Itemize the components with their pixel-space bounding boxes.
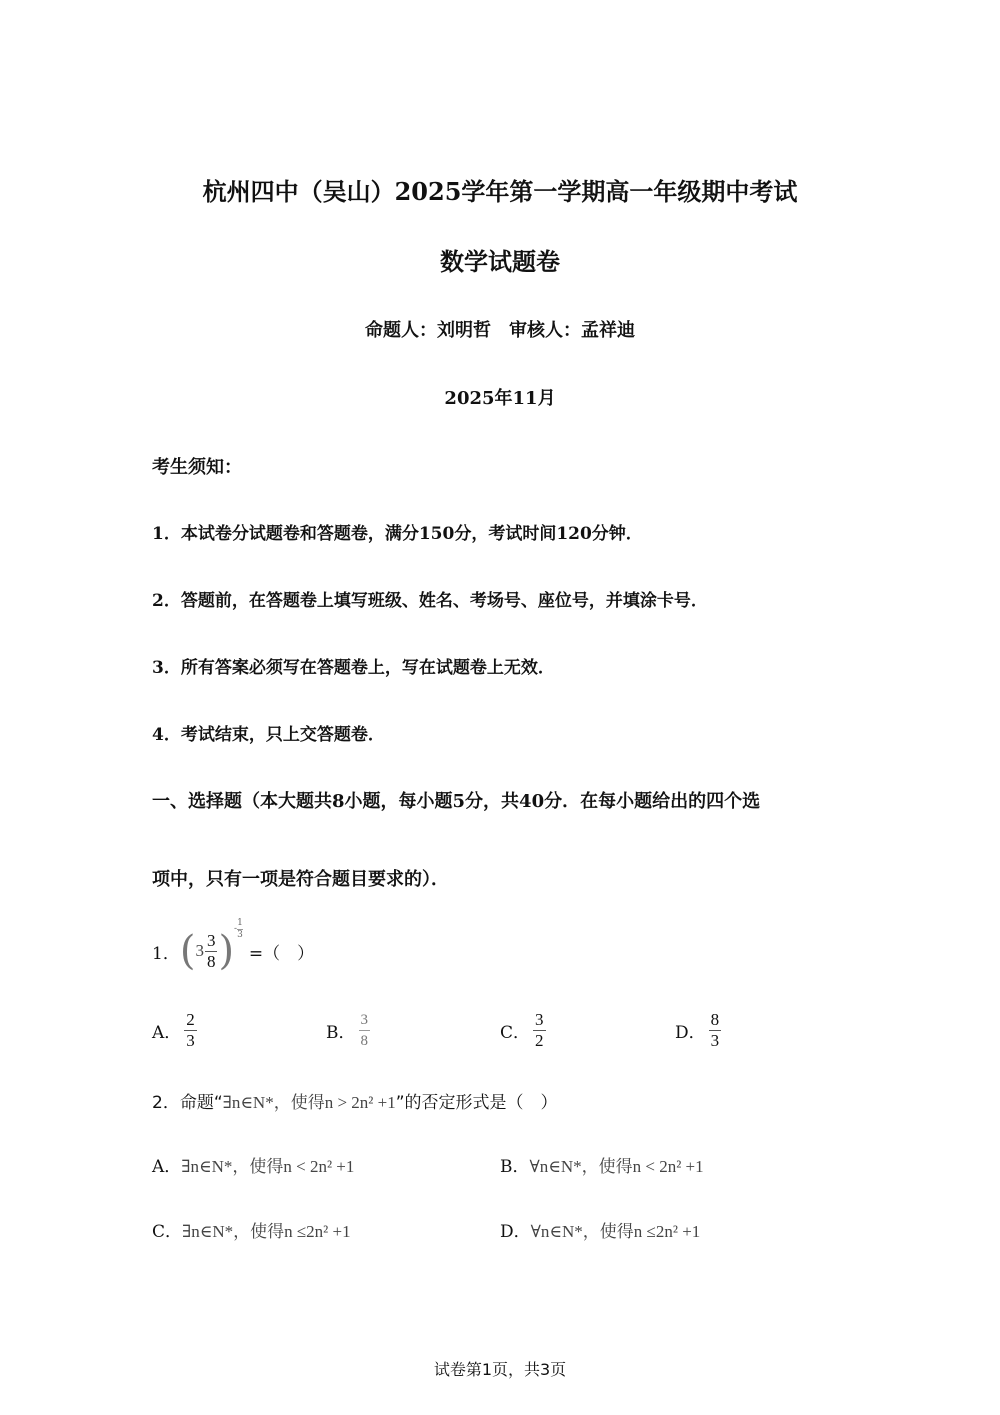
option-fraction (709, 1010, 722, 1051)
option-label: D． (675, 1023, 706, 1043)
exponent-denominator: 3 (237, 929, 243, 940)
option-label: B． (326, 1023, 356, 1043)
section-heading: 一、选择题（本大题共8小题，每小题5分，共40分．在每小题给出的四个选 (152, 791, 761, 812)
option-c (152, 1217, 351, 1242)
option-text: ∀n∈N*，使得n ≤2n² +1 (530, 1222, 701, 1241)
exponent-numerator: 1 (237, 917, 243, 928)
exam-title: 杭州四中（吴山）2025学年第一学期高一年级期中考试 (202, 177, 798, 206)
fraction-numerator: 2 (186, 1010, 195, 1029)
option-c (500, 1010, 549, 1051)
option-text: ∃n∈N*，使得n ≤2n² +1 (182, 1222, 351, 1241)
question-stem-math: ∃n∈N*，使得n > 2n² +1 (222, 1093, 396, 1112)
option-a (152, 1010, 200, 1051)
option-text: ∃n∈N*，使得n < 2n² +1 (181, 1157, 355, 1176)
mixed-whole: 3 (195, 941, 204, 960)
exponent-fraction (237, 918, 243, 941)
notice-item: 1．本试卷分试题卷和答题卷，满分150分，考试时间120分钟． (152, 524, 643, 544)
base-fraction (205, 931, 218, 972)
fraction-denominator: 8 (360, 1033, 368, 1049)
right-paren: ) (218, 928, 235, 974)
exam-date: 2025年11月 (444, 388, 556, 409)
notice-item: 2．答题前，在答题卷上填写班级、姓名、考场号、座位号，并填涂卡号． (152, 591, 708, 611)
option-fraction (359, 1010, 371, 1051)
fraction-denominator: 2 (535, 1031, 544, 1050)
option-label: A． (152, 1157, 182, 1177)
question-stem-suffix: ”的否定形式是（ ） (395, 1093, 558, 1113)
question-2 (152, 1088, 558, 1113)
question-tail: =（ ） (248, 943, 315, 964)
exam-subtitle: 数学试题卷 (440, 247, 560, 276)
option-text: ∀n∈N*，使得n < 2n² +1 (529, 1157, 704, 1176)
option-label: B． (500, 1157, 530, 1177)
option-label: D． (500, 1222, 531, 1242)
option-b (500, 1152, 704, 1177)
question-stem-prefix: 2．命题“ (152, 1093, 223, 1113)
notice-item: 4．考试结束，只上交答题卷． (152, 725, 385, 745)
question-number: 1． (152, 943, 180, 964)
option-fraction (533, 1010, 546, 1051)
exponent (234, 918, 243, 941)
option-label: C． (500, 1023, 531, 1043)
section-heading-cont: 项中，只有一项是符合题目要求的）． (152, 869, 449, 890)
option-a (152, 1152, 354, 1177)
option-d (675, 1010, 724, 1051)
option-fraction (184, 1010, 197, 1051)
fraction-denominator: 3 (710, 1031, 720, 1050)
notice-item: 3．所有答案必须写在答题卷上，写在试题卷上无效． (152, 658, 555, 678)
option-label: A． (152, 1023, 182, 1043)
fraction-numerator: 3 (359, 1010, 371, 1031)
fraction-numerator: 8 (710, 1010, 720, 1029)
authors-line: 命题人：刘明哲 审核人：孟祥迪 (365, 320, 635, 341)
fraction-denominator: 8 (206, 951, 216, 971)
notice-heading: 考生须知： (152, 457, 242, 478)
left-paren: ( (179, 928, 196, 974)
question-1 (152, 917, 315, 974)
fraction-numerator: 3 (206, 930, 216, 950)
option-label: C． (152, 1222, 183, 1242)
fraction-numerator: 3 (535, 1010, 544, 1029)
page-footer: 试卷第1页，共3页 (433, 1360, 567, 1379)
option-b (326, 1010, 373, 1051)
option-d (500, 1217, 700, 1242)
exponent-sign: - (234, 924, 238, 934)
fraction-denominator: 3 (186, 1031, 195, 1050)
